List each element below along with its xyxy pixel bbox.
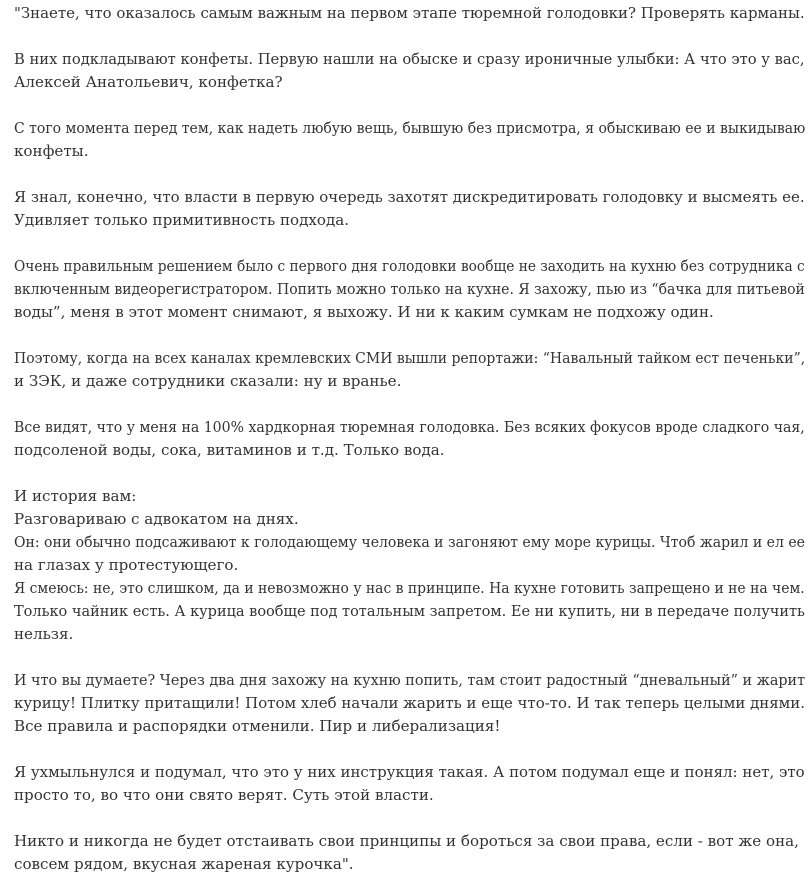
paragraph [14, 186, 805, 232]
text-line: Никто и никогда не будет отстаивать свои принципы и бороться за свои права, если - вот же она, [14, 832, 799, 850]
text-line: Поэтому, когда на всех каналах кремлевских СМИ вышли репортажи: “Навальный тайком ест печеньки”, [14, 349, 806, 367]
text-line: Алексей Анатольевич, конфетка? [14, 73, 283, 91]
text-line: И история вам: [14, 487, 137, 505]
text-line: конфеты. [14, 142, 89, 160]
text-line: С того момента перед тем, как надеть любую вещь, бывшую без присмотра, я обыскиваю ее и выкидываю [14, 119, 806, 137]
text-line: Все видят, что у меня на 100% хардкорная тюремная голодовка. Без всяких фокусов вроде сладкого чая, [14, 418, 805, 436]
text-line: воды”, меня в этот момент снимают, я выхожу. И ни к каким сумкам не подхожу один. [14, 303, 714, 321]
paragraph [14, 669, 805, 738]
text-line: совсем рядом, вкусная жареная курочка". [14, 855, 354, 873]
text-line: включенным видеорегистратором. Попить можно только на кухне. Я захожу, пью из “бачка для питьевой [14, 280, 805, 298]
text-line: Удивляет только примитивность подхода. [14, 211, 350, 229]
text-line: курицу! Плитку притащили! Потом хлеб начали жарить и еще что-то. И так теперь целыми днями. [14, 694, 806, 712]
text-line: Разговариваю с адвокатом на днях. [14, 510, 299, 528]
paragraph [14, 830, 805, 876]
text-line: подсоленой воды, сока, витаминов и т.д. Только вода. [14, 441, 445, 459]
text-line: Очень правильным решением было с первого дня голодовки вообще не заходить на кухню без сотрудника с [14, 257, 805, 275]
paragraph [14, 347, 805, 393]
text-line: Я знал, конечно, что власти в первую очередь захотят дискредитировать голодовку и высмеять ее. [14, 188, 805, 206]
text-line: просто то, во что они свято верят. Суть этой власти. [14, 786, 434, 804]
text-line: нельзя. [14, 625, 74, 643]
paragraph [14, 761, 805, 807]
text-line: Я ухмыльнулся и подумал, что это у них инструкция такая. А потом подумал еще и понял: нет, это [14, 763, 805, 781]
text-line: и ЗЭК, и даже сотрудники сказали: ну и вранье. [14, 372, 402, 390]
text-line: И что вы думаете? Через два дня захожу на кухню попить, там стоит радостный “дневальный” и жарит [14, 671, 806, 689]
paragraph [14, 117, 805, 163]
paragraph [14, 48, 805, 94]
text-line: В них подкладывают конфеты. Первую нашли на обыске и сразу ироничные улыбки: А что это у вас, [14, 50, 805, 68]
paragraph [14, 485, 805, 646]
paragraph [14, 416, 805, 462]
text-line: Только чайник есть. А курица вообще под тотальным запретом. Ее ни купить, ни в передаче получить [14, 602, 805, 620]
text-line: "Знаете, что оказалось самым важным на первом этапе тюремной голодовки? Проверять карманы. [14, 4, 805, 22]
text-line: на глазах у протестующего. [14, 556, 239, 574]
paragraph [14, 2, 805, 25]
text-line: Он: они обычно подсаживают к голодающему человека и загоняют ему море курицы. Чтоб жарил и ел ее [14, 533, 805, 551]
text-line: Все правила и распорядки отменили. Пир и либерализация! [14, 717, 501, 735]
paragraph [14, 255, 805, 324]
text-line: Я смеюсь: не, это слишком, да и невозможно у нас в принципе. На кухне готовить запрещено и не на чем. [14, 579, 805, 597]
